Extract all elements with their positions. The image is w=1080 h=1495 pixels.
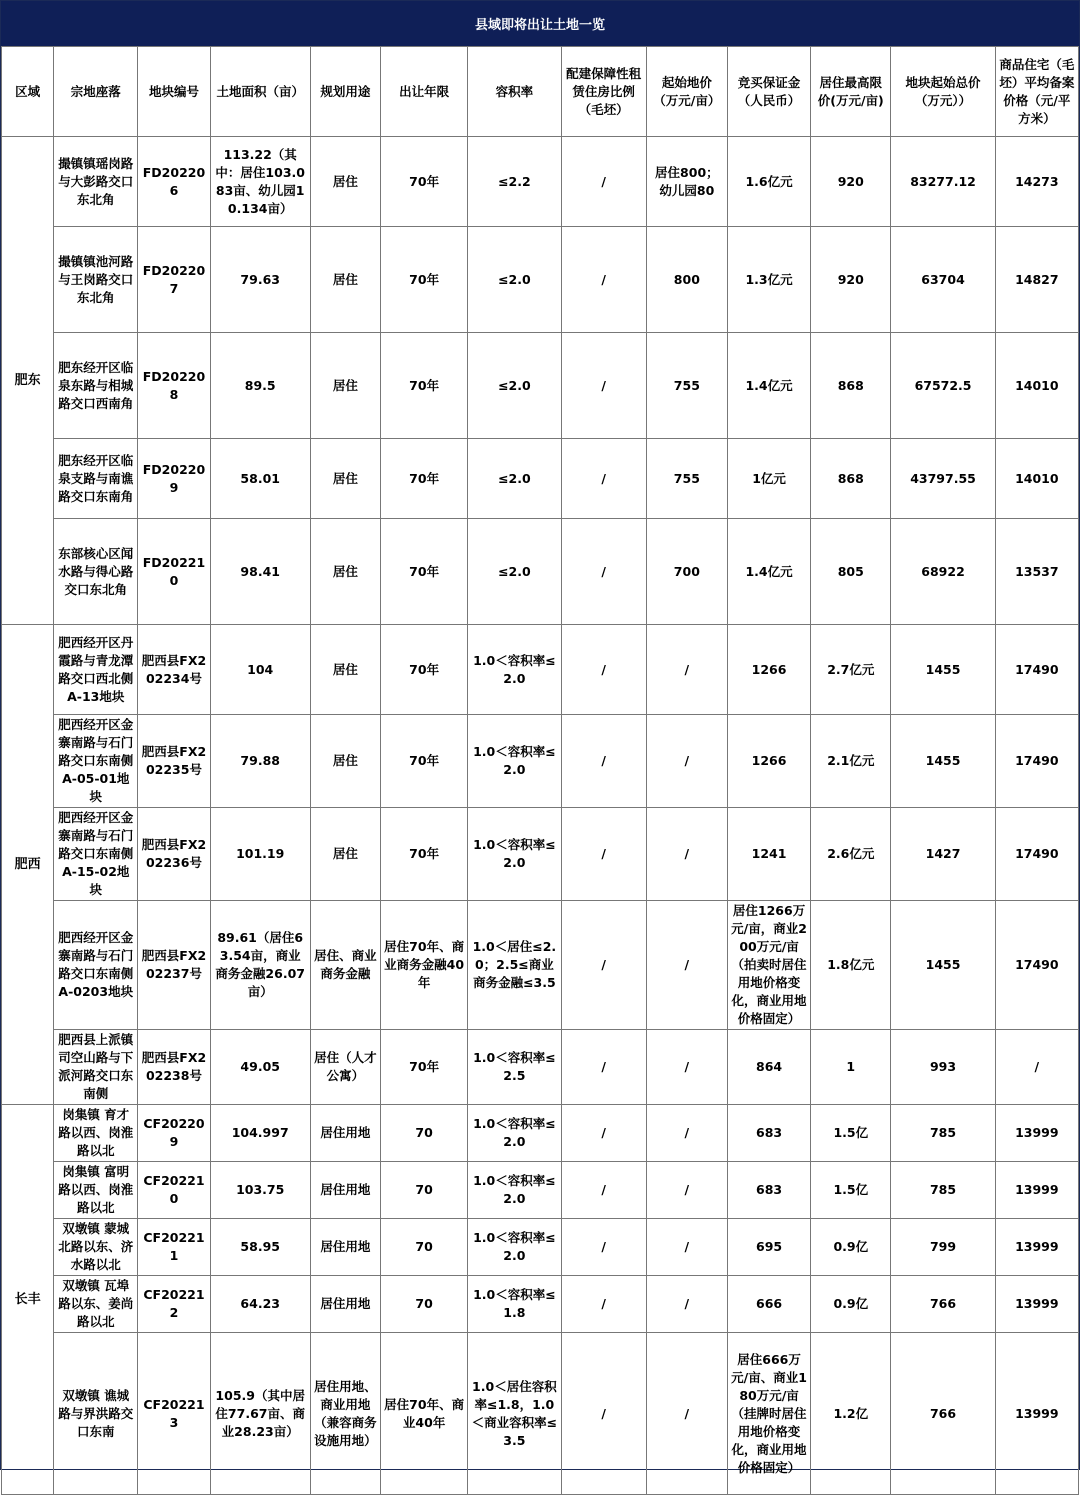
area-cell: 113.22（其中：居住103.083亩、幼儿园10.134亩） [210,137,310,227]
usage-cell: 居住用地 [310,1276,380,1333]
rental-ratio-cell: / [561,137,646,227]
usage-cell: 居住 [310,519,380,625]
far-cell: 1.0＜容积率≤2.5 [468,1030,561,1105]
table-row [2,227,1079,333]
parcel-id-cell: 肥西县FX202236号 [138,808,210,901]
deposit-cell: 1.3亿元 [727,227,810,333]
area-cell: 104.997 [210,1105,310,1162]
location-cell: 岗集镇 富明路以西、岗淮路以北 [54,1162,138,1219]
deposit-cell: 666 [727,1276,810,1333]
avg-price-cell: 13999 [995,1162,1078,1219]
parcel-id-cell: 肥西县FX202238号 [138,1030,210,1105]
far-cell: 1.0＜容积率≤2.0 [468,808,561,901]
location-cell: 肥西经开区金寨南路与石门路交口东南侧A-15-02地块 [54,808,138,901]
parcel-id-cell: FD202207 [138,227,210,333]
table-title-text: 县域即将出让土地一览 [474,17,605,33]
max-price-cell: 2.7亿元 [811,625,891,715]
parcel-id-cell: CF202211 [138,1219,210,1276]
table-row [2,1276,1079,1333]
term-cell: 70年 [381,625,468,715]
max-price-cell: 805 [811,519,891,625]
term-cell: 70年 [381,439,468,519]
start-total-cell: 785 [891,1162,995,1219]
deposit-cell: 1241 [727,808,810,901]
area-cell: 58.95 [210,1219,310,1276]
usage-cell: 居住用地、商业用地（兼容商务设施用地） [310,1333,380,1495]
usage-cell: 居住用地 [310,1162,380,1219]
rental-ratio-cell: / [561,1162,646,1219]
rental-ratio-cell: / [561,808,646,901]
max-price-cell: 1 [811,1030,891,1105]
far-cell: ≤2.2 [468,137,561,227]
header-cell: 出让年限 [381,47,468,137]
start-price-cell: / [646,1276,727,1333]
start-total-cell: 785 [891,1105,995,1162]
parcel-id-cell: 肥西县FX202237号 [138,901,210,1030]
term-cell: 70年 [381,137,468,227]
deposit-cell: 1亿元 [727,439,810,519]
max-price-cell: 1.2亿 [811,1333,891,1495]
location-cell: 东部核心区闻水路与得心路交口东北角 [54,519,138,625]
rental-ratio-cell: / [561,333,646,439]
usage-cell: 居住 [310,227,380,333]
far-cell: ≤2.0 [468,333,561,439]
max-price-cell: 868 [811,439,891,519]
max-price-cell: 868 [811,333,891,439]
avg-price-cell: 13999 [995,1105,1078,1162]
far-cell: 1.0＜容积率≤2.0 [468,715,561,808]
start-price-cell: / [646,808,727,901]
max-price-cell: 0.9亿 [811,1276,891,1333]
start-price-cell: / [646,625,727,715]
term-cell: 70 [381,1276,468,1333]
term-cell: 70 [381,1162,468,1219]
usage-cell: 居住 [310,625,380,715]
max-price-cell: 1.5亿 [811,1105,891,1162]
table-row [2,333,1079,439]
rental-ratio-cell: / [561,901,646,1030]
location-cell: 双墩镇 蒙城北路以东、济水路以北 [54,1219,138,1276]
parcel-id-cell: FD202210 [138,519,210,625]
start-total-cell: 1455 [891,715,995,808]
location-cell: 双墩镇 谯城路与界洪路交口东南 [54,1333,138,1495]
term-cell: 居住70年、商业商务金融40年 [381,901,468,1030]
start-total-cell: 766 [891,1333,995,1495]
location-cell: 肥西经开区金寨南路与石门路交口东南侧A-05-01地块 [54,715,138,808]
far-cell: 1.0＜容积率≤2.0 [468,1105,561,1162]
area-cell: 49.05 [210,1030,310,1105]
start-price-cell: / [646,1030,727,1105]
start-price-cell: 700 [646,519,727,625]
max-price-cell: 0.9亿 [811,1219,891,1276]
table-row [2,1333,1079,1495]
usage-cell: 居住、商业商务金融 [310,901,380,1030]
location-cell: 肥西经开区金寨南路与石门路交口东南侧A-0203地块 [54,901,138,1030]
start-total-cell: 1427 [891,808,995,901]
table-row [2,1162,1079,1219]
max-price-cell: 2.1亿元 [811,715,891,808]
avg-price-cell: 13999 [995,1333,1078,1495]
term-cell: 70年 [381,1030,468,1105]
location-cell: 撮镇镇瑶岗路与大彭路交口东北角 [54,137,138,227]
parcel-id-cell: FD202209 [138,439,210,519]
far-cell: ≤2.0 [468,519,561,625]
location-cell: 肥东经开区临泉支路与南谯路交口东南角 [54,439,138,519]
land-table [1,46,1079,1495]
start-price-cell: / [646,1105,727,1162]
start-price-cell: / [646,1162,727,1219]
header-row [2,47,1079,137]
parcel-id-cell: 肥西县FX202234号 [138,625,210,715]
table-row [2,625,1079,715]
area-cell: 101.19 [210,808,310,901]
far-cell: 1.0＜容积率≤1.8 [468,1276,561,1333]
location-cell: 肥西经开区丹霞路与青龙潭路交口西北侧A-13地块 [54,625,138,715]
header-cell: 容积率 [468,47,561,137]
parcel-id-cell: CF202210 [138,1162,210,1219]
avg-price-cell: 17490 [995,901,1078,1030]
far-cell: 1.0＜容积率≤2.0 [468,1219,561,1276]
header-cell: 商品住宅（毛坯）平均备案价格（元/平方米） [995,47,1078,137]
area-cell: 105.9（其中居住77.67亩、商业28.23亩） [210,1333,310,1495]
max-price-cell: 920 [811,227,891,333]
start-price-cell: / [646,1219,727,1276]
deposit-cell: 1266 [727,715,810,808]
header-cell: 宗地座落 [54,47,138,137]
parcel-id-cell: 肥西县FX202235号 [138,715,210,808]
deposit-cell: 1.6亿元 [727,137,810,227]
term-cell: 70年 [381,519,468,625]
table-row [2,808,1079,901]
region-cell: 肥东 [2,137,54,625]
parcel-id-cell: FD202206 [138,137,210,227]
term-cell: 70年 [381,808,468,901]
start-total-cell: 993 [891,1030,995,1105]
avg-price-cell: 14010 [995,439,1078,519]
rental-ratio-cell: / [561,439,646,519]
start-price-cell: 居住800；幼儿园80 [646,137,727,227]
avg-price-cell: 13537 [995,519,1078,625]
deposit-cell: 683 [727,1162,810,1219]
table-row [2,137,1079,227]
usage-cell: 居住用地 [310,1105,380,1162]
start-price-cell: 755 [646,439,727,519]
header-cell: 地块起始总价（万元）） [891,47,995,137]
term-cell: 70年 [381,333,468,439]
max-price-cell: 1.8亿元 [811,901,891,1030]
start-total-cell: 766 [891,1276,995,1333]
area-cell: 79.63 [210,227,310,333]
header-cell: 配建保障性租赁住房比例（毛坯） [561,47,646,137]
rental-ratio-cell: / [561,1030,646,1105]
header-cell: 竞买保证金（人民币） [727,47,810,137]
avg-price-cell: 14827 [995,227,1078,333]
start-total-cell: 68922 [891,519,995,625]
parcel-id-cell: CF202213 [138,1333,210,1495]
start-price-cell: / [646,715,727,808]
rental-ratio-cell: / [561,715,646,808]
region-cell: 长丰 [2,1105,54,1495]
usage-cell: 居住 [310,715,380,808]
start-total-cell: 1455 [891,901,995,1030]
region-cell: 肥西 [2,625,54,1105]
header-cell: 居住最高限价(万元/亩) [811,47,891,137]
table-row [2,439,1079,519]
avg-price-cell: 13999 [995,1276,1078,1333]
usage-cell: 居住用地 [310,1219,380,1276]
deposit-cell: 683 [727,1105,810,1162]
usage-cell: 居住 [310,808,380,901]
term-cell: 70年 [381,715,468,808]
deposit-cell: 居住1266万元/亩，商业200万元/亩（拍卖时居住用地价格变化，商业用地价格固定） [727,901,810,1030]
rental-ratio-cell: / [561,625,646,715]
deposit-cell: 1.4亿元 [727,333,810,439]
table-body [2,137,1079,1495]
usage-cell: 居住 [310,439,380,519]
term-cell: 居住70年、商业40年 [381,1333,468,1495]
start-price-cell: / [646,901,727,1030]
far-cell: ≤2.0 [468,439,561,519]
table-row [2,901,1079,1030]
start-total-cell: 1455 [891,625,995,715]
deposit-cell: 1266 [727,625,810,715]
avg-price-cell: / [995,1030,1078,1105]
start-total-cell: 43797.55 [891,439,995,519]
area-cell: 89.5 [210,333,310,439]
far-cell: 1.0＜容积率≤2.0 [468,625,561,715]
start-price-cell: / [646,1333,727,1495]
start-total-cell: 67572.5 [891,333,995,439]
header-cell: 起始地价（万元/亩） [646,47,727,137]
usage-cell: 居住 [310,333,380,439]
deposit-cell: 695 [727,1219,810,1276]
area-cell: 58.01 [210,439,310,519]
table-row [2,519,1079,625]
avg-price-cell: 13999 [995,1219,1078,1276]
table-row [2,1219,1079,1276]
rental-ratio-cell: / [561,1276,646,1333]
location-cell: 岗集镇 育才路以西、岗淮路以北 [54,1105,138,1162]
start-total-cell: 799 [891,1219,995,1276]
deposit-cell: 864 [727,1030,810,1105]
rental-ratio-cell: / [561,1219,646,1276]
term-cell: 70 [381,1105,468,1162]
max-price-cell: 1.5亿 [811,1162,891,1219]
table-row [2,1030,1079,1105]
parcel-id-cell: FD202208 [138,333,210,439]
deposit-cell: 1.4亿元 [727,519,810,625]
usage-cell: 居住 [310,137,380,227]
far-cell: 1.0＜居住容积率≤1.8，1.0＜商业容积率≤3.5 [468,1333,561,1495]
start-total-cell: 63704 [891,227,995,333]
location-cell: 撮镇镇池河路与王岗路交口东北角 [54,227,138,333]
rental-ratio-cell: / [561,227,646,333]
avg-price-cell: 14273 [995,137,1078,227]
rental-ratio-cell: / [561,1333,646,1495]
max-price-cell: 920 [811,137,891,227]
header-cell: 规划用途 [310,47,380,137]
parcel-id-cell: CF202212 [138,1276,210,1333]
rental-ratio-cell: / [561,1105,646,1162]
term-cell: 70年 [381,227,468,333]
avg-price-cell: 17490 [995,715,1078,808]
far-cell: ≤2.0 [468,227,561,333]
far-cell: 1.0＜居住≤2.0；2.5≤商业商务金融≤3.5 [468,901,561,1030]
avg-price-cell: 14010 [995,333,1078,439]
start-price-cell: 800 [646,227,727,333]
header-cell: 地块编号 [138,47,210,137]
location-cell: 双墩镇 瓦埠路以东、姜尚路以北 [54,1276,138,1333]
rental-ratio-cell: / [561,519,646,625]
max-price-cell: 2.6亿元 [811,808,891,901]
table-row [2,1105,1079,1162]
location-cell: 肥西县上派镇司空山路与下派河路交口东南侧 [54,1030,138,1105]
avg-price-cell: 17490 [995,625,1078,715]
table-row [2,715,1079,808]
header-cell: 区域 [2,47,54,137]
start-price-cell: 755 [646,333,727,439]
area-cell: 64.23 [210,1276,310,1333]
area-cell: 98.41 [210,519,310,625]
area-cell: 79.88 [210,715,310,808]
location-cell: 肥东经开区临泉东路与相城路交口西南角 [54,333,138,439]
deposit-cell: 居住666万元/亩、商业180万元/亩（挂牌时居住用地价格变化，商业用地价格固定） [727,1333,810,1495]
start-total-cell: 83277.12 [891,137,995,227]
far-cell: 1.0＜容积率≤2.0 [468,1162,561,1219]
area-cell: 104 [210,625,310,715]
area-cell: 103.75 [210,1162,310,1219]
avg-price-cell: 17490 [995,808,1078,901]
term-cell: 70 [381,1219,468,1276]
parcel-id-cell: CF202209 [138,1105,210,1162]
area-cell: 89.61（居住63.54亩，商业商务金融26.07亩） [210,901,310,1030]
usage-cell: 居住（人才公寓） [310,1030,380,1105]
header-cell: 土地面积（亩） [210,47,310,137]
table-title [1,1,1079,46]
